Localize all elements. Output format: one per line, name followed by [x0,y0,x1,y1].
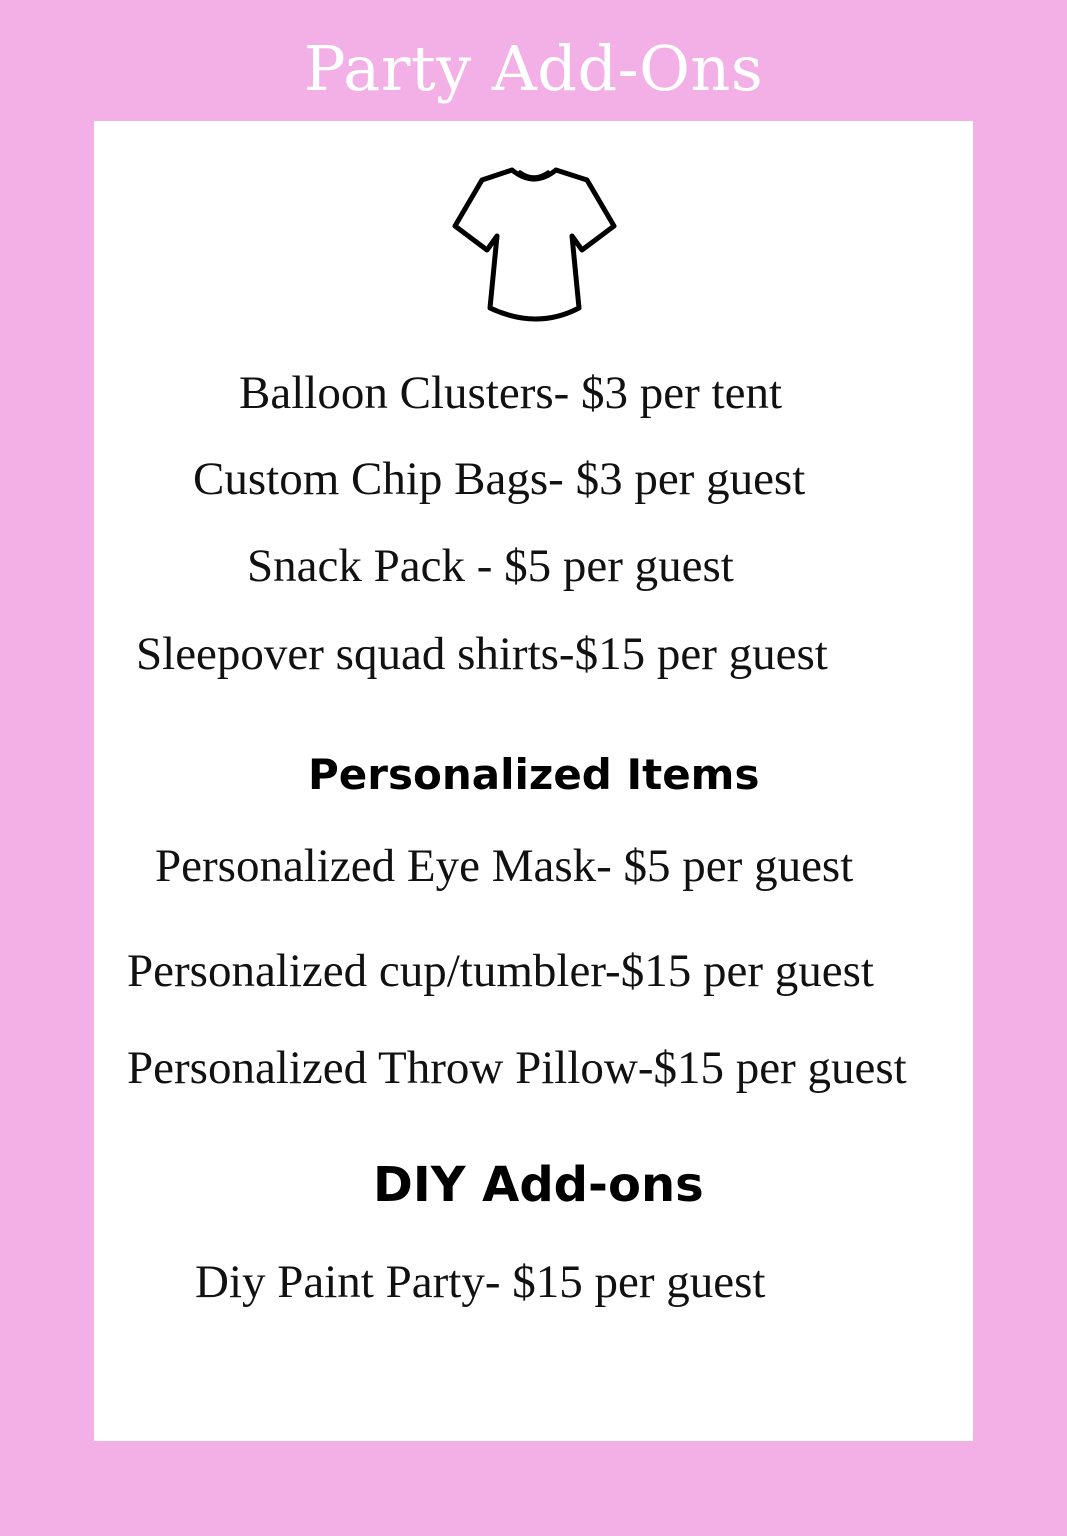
list-item-eye-mask: Personalized Eye Mask- $5 per guest [155,840,854,892]
personalized-items-heading: Personalized Items [308,750,760,799]
list-item-diy-paint-party: Diy Paint Party- $15 per guest [195,1256,766,1308]
list-item-cup-tumbler: Personalized cup/tumbler-$15 per guest [127,945,874,997]
list-item-balloon-clusters: Balloon Clusters- $3 per tent [239,367,783,419]
list-item-throw-pillow: Personalized Throw Pillow-$15 per guest [127,1042,907,1094]
list-item-sleepover-shirts: Sleepover squad shirts-$15 per guest [136,628,828,680]
page-title: Party Add-Ons [303,32,764,105]
list-item-custom-chip-bags: Custom Chip Bags- $3 per guest [193,453,806,505]
diy-add-ons-heading: DIY Add-ons [373,1157,704,1213]
t-shirt-icon [442,158,627,330]
list-item-snack-pack: Snack Pack - $5 per guest [247,540,734,592]
